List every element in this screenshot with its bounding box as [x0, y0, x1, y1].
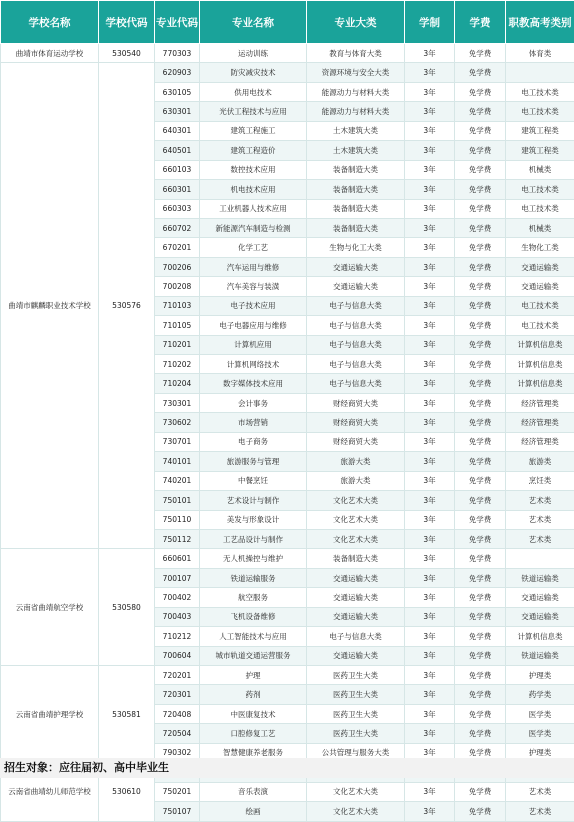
tuition-cell: 免学费: [455, 529, 506, 548]
exam-category-cell: 经济管理类: [506, 393, 574, 412]
tuition-cell: 免学费: [455, 413, 506, 432]
major-code-cell: 700208: [155, 277, 200, 296]
header-school-code: 学校代码: [99, 1, 155, 44]
major-name-cell: 供用电技术: [200, 82, 307, 101]
exam-category-cell: 艺术类: [506, 510, 574, 529]
tuition-cell: 免学费: [455, 199, 506, 218]
duration-cell: 3年: [405, 432, 455, 451]
duration-cell: 3年: [405, 627, 455, 646]
major-category-cell: 财经商贸大类: [307, 413, 405, 432]
major-category-cell: 电子与信息大类: [307, 374, 405, 393]
table-header: [1, 1, 574, 44]
header-tuition: 学费: [455, 1, 506, 44]
major-code-cell: 700403: [155, 607, 200, 626]
major-category-cell: 交通运输大类: [307, 607, 405, 626]
major-name-cell: 艺术设计与制作: [200, 491, 307, 510]
major-code-cell: 770303: [155, 44, 200, 63]
major-code-cell: 750201: [155, 782, 200, 801]
major-code-cell: 720201: [155, 666, 200, 685]
major-code-cell: 750107: [155, 802, 200, 821]
major-category-cell: 医药卫生大类: [307, 724, 405, 743]
exam-category-cell: 电工技术类: [506, 296, 574, 315]
major-name-cell: 护理: [200, 666, 307, 685]
major-category-cell: 教育与体育大类: [307, 44, 405, 63]
major-name-cell: 运动训练: [200, 44, 307, 63]
exam-category-cell: 体育类: [506, 44, 574, 63]
duration-cell: 3年: [405, 549, 455, 568]
major-code-cell: 710103: [155, 296, 200, 315]
duration-cell: 3年: [405, 666, 455, 685]
major-code-cell: 700604: [155, 646, 200, 665]
tuition-cell: 免学费: [455, 802, 506, 821]
tuition-cell: 免学费: [455, 257, 506, 276]
major-code-cell: 720504: [155, 724, 200, 743]
tuition-cell: 免学费: [455, 218, 506, 237]
major-name-cell: 会计事务: [200, 393, 307, 412]
major-name-cell: 铁道运输服务: [200, 568, 307, 587]
tuition-cell: 免学费: [455, 355, 506, 374]
major-code-cell: 730701: [155, 432, 200, 451]
major-category-cell: 装备制造大类: [307, 180, 405, 199]
exam-category-cell: 计算机信息类: [506, 335, 574, 354]
major-category-cell: 旅游大类: [307, 452, 405, 471]
major-name-cell: 汽车运用与维修: [200, 257, 307, 276]
tuition-cell: 免学费: [455, 121, 506, 140]
major-code-cell: 640501: [155, 141, 200, 160]
school-name-cell: 曲靖市麒麟职业技术学校: [1, 63, 99, 549]
major-name-cell: 工艺品设计与制作: [200, 529, 307, 548]
duration-cell: 3年: [405, 568, 455, 587]
tuition-cell: 免学费: [455, 588, 506, 607]
major-code-cell: 670201: [155, 238, 200, 257]
major-category-cell: 电子与信息大类: [307, 355, 405, 374]
duration-cell: 3年: [405, 588, 455, 607]
exam-category-cell: 医学类: [506, 724, 574, 743]
major-category-cell: 装备制造大类: [307, 549, 405, 568]
major-name-cell: 药剂: [200, 685, 307, 704]
major-category-cell: 装备制造大类: [307, 199, 405, 218]
exam-category-cell: 护理类: [506, 666, 574, 685]
exam-category-cell: 机械类: [506, 160, 574, 179]
major-name-cell: 计算机应用: [200, 335, 307, 354]
major-code-cell: 730301: [155, 393, 200, 412]
school-name-cell: 云南省曲靖幼儿师范学校: [1, 763, 99, 821]
exam-category-cell: 艺术类: [506, 529, 574, 548]
exam-category-cell: 经济管理类: [506, 413, 574, 432]
major-name-cell: 数控技术应用: [200, 160, 307, 179]
major-category-cell: 装备制造大类: [307, 218, 405, 237]
school-code-cell: 530581: [99, 666, 155, 763]
major-code-cell: 620903: [155, 63, 200, 82]
tuition-cell: 免学费: [455, 141, 506, 160]
major-category-cell: 财经商贸大类: [307, 393, 405, 412]
major-name-cell: 人工智能技术与应用: [200, 627, 307, 646]
major-code-cell: 710201: [155, 335, 200, 354]
major-category-cell: 电子与信息大类: [307, 316, 405, 335]
major-code-cell: 630105: [155, 82, 200, 101]
tuition-cell: 免学费: [455, 646, 506, 665]
duration-cell: 3年: [405, 529, 455, 548]
duration-cell: 3年: [405, 257, 455, 276]
exam-category-cell: 计算机信息类: [506, 627, 574, 646]
major-name-cell: 口腔修复工艺: [200, 724, 307, 743]
duration-cell: 3年: [405, 724, 455, 743]
tuition-cell: 免学费: [455, 102, 506, 121]
major-name-cell: 绘画: [200, 802, 307, 821]
duration-cell: 3年: [405, 393, 455, 412]
tuition-cell: 免学费: [455, 393, 506, 412]
tuition-cell: 免学费: [455, 44, 506, 63]
major-category-cell: 交通运输大类: [307, 568, 405, 587]
major-category-cell: 土木建筑大类: [307, 141, 405, 160]
major-code-cell: 710105: [155, 316, 200, 335]
duration-cell: 3年: [405, 102, 455, 121]
duration-cell: 3年: [405, 160, 455, 179]
duration-cell: 3年: [405, 335, 455, 354]
header-exam-category: 职教高考类别: [506, 1, 574, 44]
major-code-cell: 630301: [155, 102, 200, 121]
major-code-cell: 710202: [155, 355, 200, 374]
exam-category-cell: 交通运输类: [506, 588, 574, 607]
duration-cell: 3年: [405, 491, 455, 510]
school-name-cell: 曲靖市体育运动学校: [1, 44, 99, 63]
major-name-cell: 音乐表演: [200, 782, 307, 801]
school-name-cell: 云南省曲靖航空学校: [1, 549, 99, 666]
school-code-cell: 530540: [99, 44, 155, 63]
school-name-cell: 云南省曲靖护理学校: [1, 666, 99, 763]
exam-category-cell: 艺术类: [506, 491, 574, 510]
tuition-cell: 免学费: [455, 335, 506, 354]
tuition-cell: 免学费: [455, 180, 506, 199]
exam-category-cell: 艺术类: [506, 802, 574, 821]
duration-cell: 3年: [405, 374, 455, 393]
tuition-cell: 免学费: [455, 316, 506, 335]
enrollment-target-note: 招生对象：应往届初、高中毕业生: [0, 758, 574, 778]
exam-category-cell: [506, 63, 574, 82]
major-code-cell: 710204: [155, 374, 200, 393]
header-major-category: 专业大类: [307, 1, 405, 44]
tuition-cell: 免学费: [455, 685, 506, 704]
major-code-cell: 790302: [155, 743, 200, 762]
major-code-cell: 660301: [155, 180, 200, 199]
school-code-cell: 530580: [99, 549, 155, 666]
tuition-cell: 免学费: [455, 549, 506, 568]
exam-category-cell: 建筑工程类: [506, 121, 574, 140]
major-code-cell: 750101: [155, 491, 200, 510]
major-code-cell: 750112: [155, 529, 200, 548]
duration-cell: 3年: [405, 82, 455, 101]
major-name-cell: 数字媒体技术应用: [200, 374, 307, 393]
major-name-cell: 新能源汽车制造与检测: [200, 218, 307, 237]
duration-cell: 3年: [405, 782, 455, 801]
exam-category-cell: 交通运输类: [506, 257, 574, 276]
major-code-cell: 740201: [155, 471, 200, 490]
duration-cell: 3年: [405, 141, 455, 160]
major-code-cell: 720408: [155, 704, 200, 723]
major-category-cell: 医药卫生大类: [307, 685, 405, 704]
major-name-cell: 无人机操控与维护: [200, 549, 307, 568]
major-name-cell: 城市轨道交通运营服务: [200, 646, 307, 665]
exam-category-cell: 电工技术类: [506, 199, 574, 218]
major-category-cell: 文化艺术大类: [307, 510, 405, 529]
tuition-cell: 免学费: [455, 782, 506, 801]
major-name-cell: 中餐烹饪: [200, 471, 307, 490]
major-name-cell: 计算机网络技术: [200, 355, 307, 374]
tuition-cell: 免学费: [455, 471, 506, 490]
exam-category-cell: 交通运输类: [506, 607, 574, 626]
major-category-cell: 能源动力与材料大类: [307, 102, 405, 121]
major-code-cell: 740101: [155, 452, 200, 471]
table-row: [1, 44, 574, 63]
duration-cell: 3年: [405, 316, 455, 335]
major-category-cell: 资源环境与安全大类: [307, 63, 405, 82]
duration-cell: 3年: [405, 413, 455, 432]
duration-cell: 3年: [405, 607, 455, 626]
school-code-cell: 530610: [99, 763, 155, 821]
major-category-cell: 电子与信息大类: [307, 627, 405, 646]
tuition-cell: 免学费: [455, 666, 506, 685]
tuition-cell: 免学费: [455, 160, 506, 179]
duration-cell: 3年: [405, 199, 455, 218]
tuition-cell: 免学费: [455, 607, 506, 626]
duration-cell: 3年: [405, 44, 455, 63]
major-category-cell: 土木建筑大类: [307, 121, 405, 140]
major-category-cell: 电子与信息大类: [307, 335, 405, 354]
duration-cell: 3年: [405, 452, 455, 471]
major-name-cell: 飞机设备维修: [200, 607, 307, 626]
tuition-cell: 免学费: [455, 743, 506, 762]
exam-category-cell: 电工技术类: [506, 180, 574, 199]
exam-category-cell: 烹饪类: [506, 471, 574, 490]
major-category-cell: 文化艺术大类: [307, 491, 405, 510]
duration-cell: 3年: [405, 704, 455, 723]
major-name-cell: 智慧健康养老服务: [200, 743, 307, 762]
table-body: [1, 44, 574, 822]
duration-cell: 3年: [405, 802, 455, 821]
major-name-cell: 电子电器应用与维修: [200, 316, 307, 335]
major-category-cell: 医药卫生大类: [307, 666, 405, 685]
duration-cell: 3年: [405, 180, 455, 199]
major-category-cell: 交通运输大类: [307, 277, 405, 296]
major-category-cell: 交通运输大类: [307, 588, 405, 607]
tuition-cell: 免学费: [455, 491, 506, 510]
table-row: [1, 666, 574, 685]
exam-category-cell: 旅游类: [506, 452, 574, 471]
major-code-cell: 660303: [155, 199, 200, 218]
major-name-cell: 建筑工程施工: [200, 121, 307, 140]
exam-category-cell: 经济管理类: [506, 432, 574, 451]
exam-category-cell: 铁道运输类: [506, 646, 574, 665]
major-category-cell: 交通运输大类: [307, 257, 405, 276]
header-major-name: 专业名称: [200, 1, 307, 44]
major-category-cell: 装备制造大类: [307, 160, 405, 179]
major-code-cell: 660103: [155, 160, 200, 179]
major-category-cell: 医药卫生大类: [307, 704, 405, 723]
major-code-cell: 700206: [155, 257, 200, 276]
major-category-cell: 旅游大类: [307, 471, 405, 490]
duration-cell: 3年: [405, 355, 455, 374]
major-name-cell: 旅游服务与管理: [200, 452, 307, 471]
major-code-cell: 700402: [155, 588, 200, 607]
duration-cell: 3年: [405, 277, 455, 296]
duration-cell: 3年: [405, 743, 455, 762]
exam-category-cell: 生物化工类: [506, 238, 574, 257]
major-code-cell: 640301: [155, 121, 200, 140]
header-major-code: 专业代码: [155, 1, 200, 44]
major-category-cell: 生物与化工大类: [307, 238, 405, 257]
duration-cell: 3年: [405, 218, 455, 237]
major-name-cell: 市场营销: [200, 413, 307, 432]
exam-category-cell: [506, 549, 574, 568]
exam-category-cell: 计算机信息类: [506, 374, 574, 393]
major-name-cell: 航空服务: [200, 588, 307, 607]
major-code-cell: 660601: [155, 549, 200, 568]
duration-cell: 3年: [405, 296, 455, 315]
major-code-cell: 750110: [155, 510, 200, 529]
exam-category-cell: 建筑工程类: [506, 141, 574, 160]
exam-category-cell: 艺术类: [506, 782, 574, 801]
tuition-cell: 免学费: [455, 296, 506, 315]
tuition-cell: 免学费: [455, 82, 506, 101]
major-name-cell: 光伏工程技术与应用: [200, 102, 307, 121]
tuition-cell: 免学费: [455, 432, 506, 451]
tuition-cell: 免学费: [455, 63, 506, 82]
tuition-cell: 免学费: [455, 238, 506, 257]
exam-category-cell: 电工技术类: [506, 102, 574, 121]
major-code-cell: 720301: [155, 685, 200, 704]
exam-category-cell: 医学类: [506, 704, 574, 723]
major-category-cell: 交通运输大类: [307, 646, 405, 665]
exam-category-cell: 交通运输类: [506, 277, 574, 296]
exam-category-cell: 机械类: [506, 218, 574, 237]
tuition-cell: 免学费: [455, 568, 506, 587]
major-name-cell: 建筑工程造价: [200, 141, 307, 160]
header-duration: 学制: [405, 1, 455, 44]
exam-category-cell: 药学类: [506, 685, 574, 704]
duration-cell: 3年: [405, 471, 455, 490]
exam-category-cell: 电工技术类: [506, 316, 574, 335]
table-row: [1, 549, 574, 568]
major-category-cell: 文化艺术大类: [307, 529, 405, 548]
duration-cell: 3年: [405, 685, 455, 704]
tuition-cell: 免学费: [455, 374, 506, 393]
tuition-cell: 免学费: [455, 724, 506, 743]
major-name-cell: 化学工艺: [200, 238, 307, 257]
exam-category-cell: 护理类: [506, 743, 574, 762]
duration-cell: 3年: [405, 121, 455, 140]
major-code-cell: 730602: [155, 413, 200, 432]
duration-cell: 3年: [405, 238, 455, 257]
duration-cell: 3年: [405, 646, 455, 665]
duration-cell: 3年: [405, 510, 455, 529]
major-code-cell: 700107: [155, 568, 200, 587]
major-category-cell: 电子与信息大类: [307, 296, 405, 315]
tuition-cell: 免学费: [455, 627, 506, 646]
tuition-cell: 免学费: [455, 277, 506, 296]
header-school-name: 学校名称: [1, 1, 99, 44]
tuition-cell: 免学费: [455, 452, 506, 471]
major-name-cell: 汽车美容与装潢: [200, 277, 307, 296]
exam-category-cell: 电工技术类: [506, 82, 574, 101]
exam-category-cell: 计算机信息类: [506, 355, 574, 374]
duration-cell: 3年: [405, 63, 455, 82]
major-category-cell: 财经商贸大类: [307, 432, 405, 451]
major-code-cell: 660702: [155, 218, 200, 237]
major-category-cell: 公共管理与服务大类: [307, 743, 405, 762]
tuition-cell: 免学费: [455, 704, 506, 723]
major-code-cell: 710212: [155, 627, 200, 646]
table-row: [1, 63, 574, 82]
major-category-cell: 文化艺术大类: [307, 782, 405, 801]
major-category-cell: 能源动力与材料大类: [307, 82, 405, 101]
school-code-cell: 530576: [99, 63, 155, 549]
major-name-cell: 美发与形象设计: [200, 510, 307, 529]
major-name-cell: 电子商务: [200, 432, 307, 451]
exam-category-cell: 铁道运输类: [506, 568, 574, 587]
major-name-cell: 机电技术应用: [200, 180, 307, 199]
major-category-cell: 文化艺术大类: [307, 802, 405, 821]
major-name-cell: 工业机器人技术应用: [200, 199, 307, 218]
major-name-cell: 防灾减灾技术: [200, 63, 307, 82]
major-name-cell: 电子技术应用: [200, 296, 307, 315]
major-name-cell: 中医康复技术: [200, 704, 307, 723]
tuition-cell: 免学费: [455, 510, 506, 529]
